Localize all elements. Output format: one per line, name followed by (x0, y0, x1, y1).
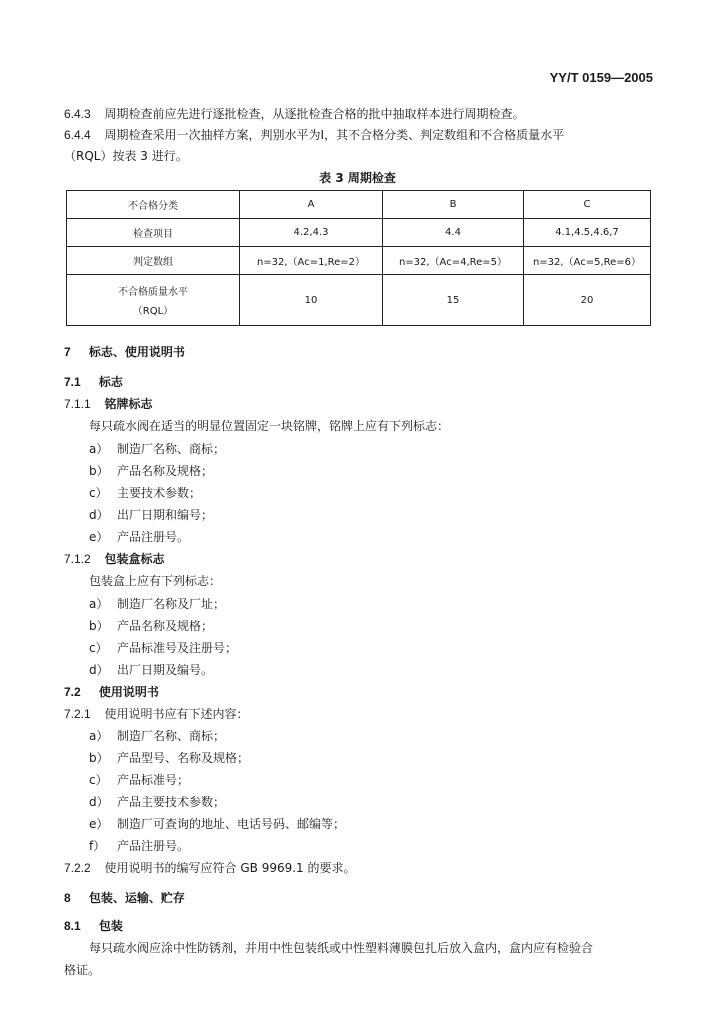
table-row (67, 219, 651, 247)
clause-intro: 每只疏水阀在适当的明显位置固定一块铭牌，铭牌上应有下列标志： (89, 419, 450, 433)
standard-code: YY/T 0159—2005 (549, 70, 653, 85)
table-cell: 15 (383, 275, 524, 326)
clause-7-2-2 (64, 860, 356, 876)
list-item (89, 618, 213, 634)
list-marker: d） (89, 508, 109, 522)
clause-number: 6.4.4 (64, 128, 91, 142)
table-cell: 不合格分类 (67, 191, 240, 219)
list-item (89, 794, 225, 810)
clause-6-4-3 (64, 106, 525, 122)
clause-7-2 (64, 684, 159, 700)
clause-intro: 包装盒上应有下列标志： (89, 574, 222, 588)
table-cell: 判定数组 (67, 247, 240, 275)
clause-number: 7.1.1 (64, 397, 91, 411)
list-marker: b） (89, 751, 109, 765)
section-number: 7 (64, 345, 71, 359)
list-marker: d） (89, 795, 109, 809)
clause-number: 7.2.1 (64, 707, 91, 721)
list-marker: c） (89, 641, 108, 655)
clause-7-1-2 (64, 551, 165, 567)
table-cell: 10 (240, 275, 383, 326)
cell-line: （RQL） (132, 306, 174, 317)
list-item (89, 662, 213, 678)
table-cell: 4.1,4.5,4.6,7 (524, 219, 651, 247)
clause-7-2-1 (64, 706, 249, 722)
clause-7-1-1 (64, 396, 153, 412)
list-text: 制造厂名称、商标； (117, 442, 226, 456)
table-cell: n=32,（Ac=4,Re=5） (383, 247, 524, 275)
section-title: 包装、运输、贮存 (88, 891, 185, 905)
clause-text: 周期检查采用一次抽样方案，判别水平为Ⅰ，其不合格分类、判定数组和不合格质量水平 (104, 128, 565, 142)
list-marker: e） (89, 817, 109, 831)
list-text: 出厂日期及编号。 (117, 663, 214, 677)
list-text: 产品标准号及注册号； (117, 641, 238, 655)
list-text: 产品型号、名称及规格； (117, 751, 250, 765)
list-item (89, 772, 189, 788)
clause-text: 周期检查前应先进行逐批检查，从逐批检查合格的批中抽取样本进行周期检查。 (104, 107, 525, 121)
clause-text: 使用说明书的编写应符合 GB 9969.1 的要求。 (104, 861, 356, 875)
table-cell: B (383, 191, 524, 219)
list-marker: f） (89, 839, 106, 853)
clause-number: 7.1 (64, 375, 81, 389)
list-marker: d） (89, 663, 109, 677)
clause-6-4-4-continued: （RQL）按表 3 进行。 (64, 149, 188, 163)
list-item (89, 507, 213, 523)
table-cell: C (524, 191, 651, 219)
table-cell: 20 (524, 275, 651, 326)
list-item (89, 816, 345, 832)
clause-number: 6.4.3 (64, 107, 91, 121)
list-marker: c） (89, 486, 108, 500)
clause-paragraph: 每只疏水阀应涂中性防锈剂，并用中性包装纸或中性塑料薄膜包扎后放入盒内，盒内应有检验合 (89, 941, 594, 955)
table-cell: 4.4 (383, 219, 524, 247)
section-8-heading (64, 890, 185, 906)
clause-6-4-4 (64, 127, 564, 143)
list-item (89, 441, 225, 457)
list-item (89, 640, 237, 656)
table-cell (67, 275, 240, 326)
list-item (89, 529, 189, 545)
list-item (89, 463, 213, 479)
clause-title: 包装盒标志 (104, 552, 165, 566)
table-caption: 表 3 周期检查 (319, 171, 396, 185)
table-cell: 4.2,4.3 (240, 219, 383, 247)
table-cell: n=32,（Ac=1,Re=2） (240, 247, 383, 275)
list-item (89, 750, 249, 766)
list-item (89, 728, 225, 744)
list-text: 主要技术参数； (117, 486, 202, 500)
list-text: 产品标准号； (117, 773, 190, 787)
list-marker: b） (89, 619, 109, 633)
list-item (89, 596, 225, 612)
clause-number: 7.2 (64, 685, 81, 699)
list-item (89, 485, 201, 501)
periodic-inspection-table (66, 190, 651, 326)
list-marker: a） (89, 442, 109, 456)
list-item (89, 838, 189, 854)
clause-number: 7.1.2 (64, 552, 91, 566)
list-marker: a） (89, 597, 109, 611)
table-cell: n=32,（Ac=5,Re=6） (524, 247, 651, 275)
clause-title: 包装 (98, 919, 123, 933)
clause-number: 7.2.2 (64, 861, 91, 875)
clause-title: 标志 (98, 375, 123, 389)
section-7-heading (64, 344, 185, 360)
list-text: 产品名称及规格； (117, 464, 214, 478)
list-marker: e） (89, 530, 109, 544)
list-text: 产品名称及规格； (117, 619, 214, 633)
list-text: 产品注册号。 (117, 530, 190, 544)
list-text: 产品主要技术参数； (117, 795, 226, 809)
table-header-row (67, 191, 651, 219)
table-row (67, 275, 651, 326)
table-cell: A (240, 191, 383, 219)
clause-number: 8.1 (64, 919, 81, 933)
clause-text: 使用说明书应有下述内容： (104, 707, 249, 721)
section-title: 标志、使用说明书 (88, 345, 185, 359)
list-marker: a） (89, 729, 109, 743)
list-marker: c） (89, 773, 108, 787)
list-text: 制造厂名称、商标； (117, 729, 226, 743)
clause-title: 使用说明书 (98, 685, 159, 699)
clause-7-1 (64, 374, 123, 390)
list-marker: b） (89, 464, 109, 478)
list-text: 制造厂名称及厂址； (117, 597, 226, 611)
list-text: 产品注册号。 (117, 839, 190, 853)
clause-paragraph-continued: 格证。 (64, 963, 101, 977)
clause-8-1 (64, 918, 123, 934)
list-text: 制造厂可查询的地址、电话号码、邮编等； (117, 817, 346, 831)
table-row (67, 247, 651, 275)
section-number: 8 (64, 891, 71, 905)
table-cell: 检查项目 (67, 219, 240, 247)
list-text: 出厂日期和编号； (117, 508, 214, 522)
cell-line: 不合格质量水平 (118, 287, 188, 298)
clause-title: 铭牌标志 (104, 397, 153, 411)
